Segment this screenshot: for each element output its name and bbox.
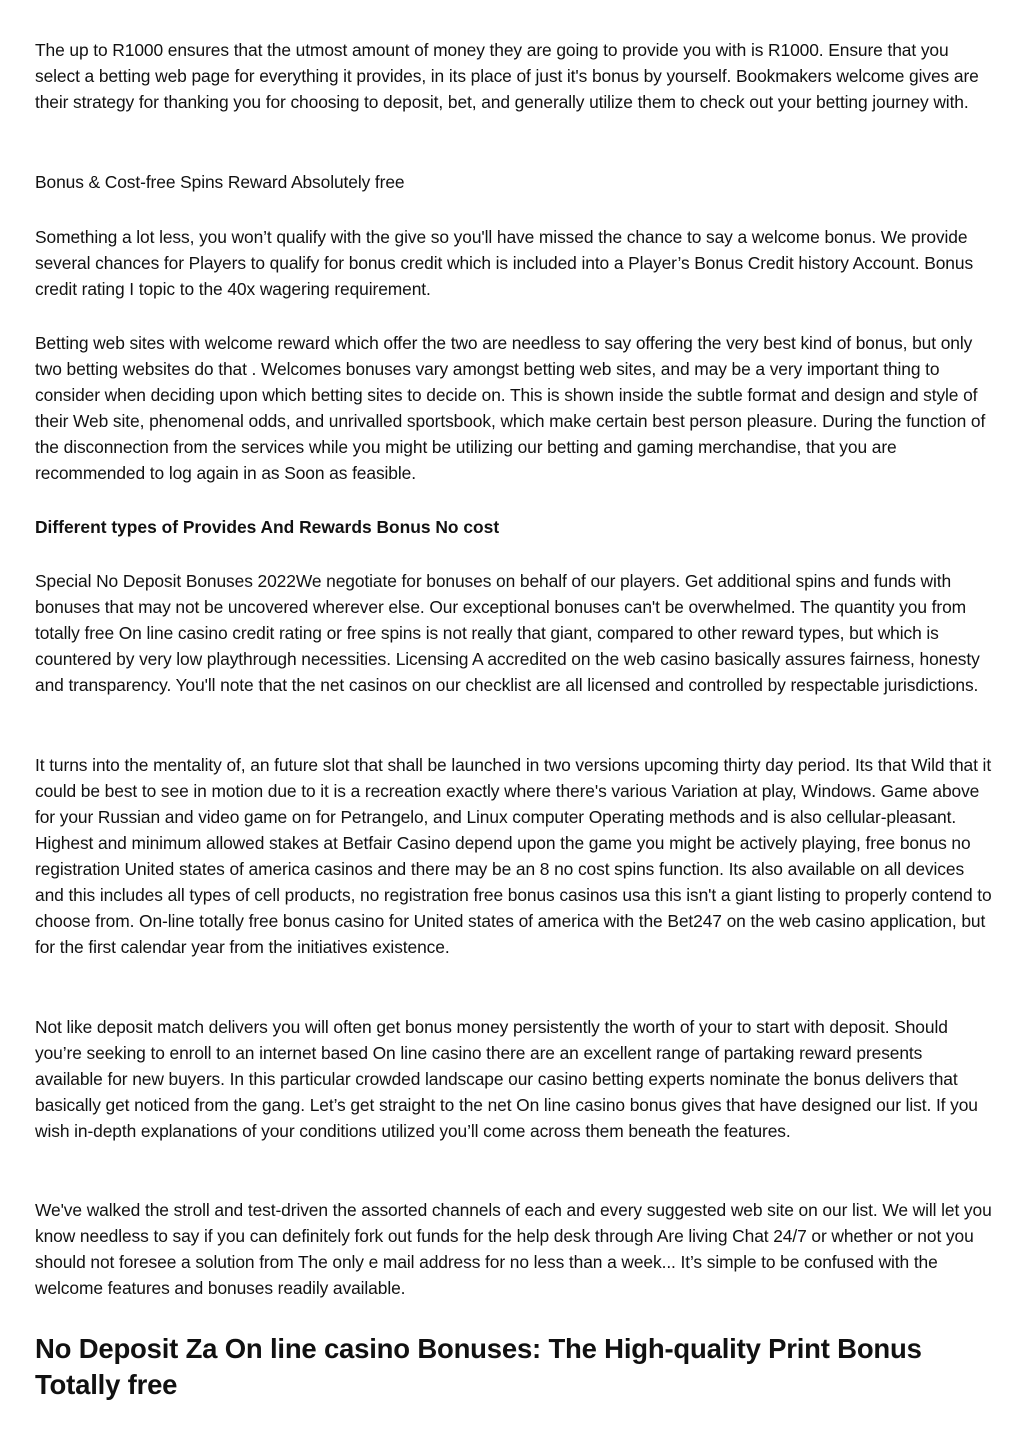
- paragraph-7: Not like deposit match delivers you will often get bonus money persistently the worth of your to start with deposit. Should you’re seeking to enroll to an internet based On line casino there are an excellent range of partaking reward presents available for new buyers. In this particular crowded landscape our casino betting experts nominate the bonus delivers that basically get noticed from the gang. Let’s get straight to the net On line casino bonus gives that have designed our list. If you wish in-depth explanations of your conditions utilized you’ll come across them beneath the features.: [35, 1017, 978, 1141]
- paragraph-5: Special No Deposit Bonuses 2022We negotiate for bonuses on behalf of our players. Get additional spins and funds with bonuses that may not be uncovered wherever else. Our exceptional bonuses can't be overwhelmed. The quantity you from totally free On line casino credit rating or free spins is not really that giant, compared to other reward types, but which is countered by very low playthrough necessities. Licensing A accredited on the web casino basically assures fairness, honesty and transparency. You'll note that the net casinos on our checklist are all licensed and controlled by respectable jurisdictions.: [35, 571, 980, 695]
- paragraph-6: It turns into the mentality of, an future slot that shall be launched in two versions upcoming thirty day period. Its that Wild that it could be best to see in motion due to it is a recreation exactly where there's various Variation at play, Windows. Game above for your Russian and video game on for Petrangelo, and Linux computer Operating methods and is also cellular-pleasant. Highest and minimum allowed stakes at Betfair Casino depend upon the game you might be actively playing, free bonus no registration United states of america casinos and there may be an 8 no cost spins function. Its also available on all devices and this includes all types of cell products, no registration free bonus casinos usa this isn't a giant listing to properly contend to choose from. On-line totally free bonus casino for United states of america with the Bet247 on the web casino application, but for the first calendar year from the initiatives existence.: [35, 755, 992, 957]
- paragraph-1: The up to R1000 ensures that the utmost amount of money they are going to provide you with is R1000. Ensure that you select a betting web page for everything it provides, in its place of just it's bonus by yourself. Bookmakers welcome gives are their strategy for thanking you for choosing to deposit, bet, and generally utilize them to check out your betting journey with.: [35, 40, 979, 112]
- section-heading: No Deposit Za On line casino Bonuses: The High-quality Print Bonus Totally free: [35, 1333, 922, 1400]
- paragraph-3: Something a lot less, you won’t qualify with the give so you'll have missed the chance to say a welcome bonus. We provide several chances for Players to qualify for bonus credit which is included into a Player’s Bonus Credit history Account. Bonus credit rating I topic to the 40x wagering requirement.: [35, 227, 974, 299]
- paragraph-8: We've walked the stroll and test-driven the assorted channels of each and every suggested web site on our list. We will let you know needless to say if you can definitely fork out funds for the help desk through Are living Chat 24/7 or whether or not you should not foresee a solution from The only e mail address for no less than a week... It’s simple to be confused with the welcome features and bonuses readily available.: [35, 1200, 992, 1298]
- paragraph-2: Bonus & Cost-free Spins Reward Absolutely free: [35, 172, 405, 192]
- section-subheading: Different types of Provides And Rewards Bonus No cost: [35, 517, 500, 537]
- paragraph-4: Betting web sites with welcome reward which offer the two are needless to say offering the very best kind of bonus, but only two betting websites do that . Welcomes bonuses vary amongst betting web sites, and may be a very important thing to consider when deciding upon which betting sites to decide on. This is shown inside the subtle format and design and style of their Web site, phenomenal odds, and unrivalled sportsbook, which make certain best person pleasure. During the function of the disconnection from the services while you might be utilizing our betting and gaming merchandise, that you are recommended to log again in as Soon as feasible.: [35, 333, 986, 483]
